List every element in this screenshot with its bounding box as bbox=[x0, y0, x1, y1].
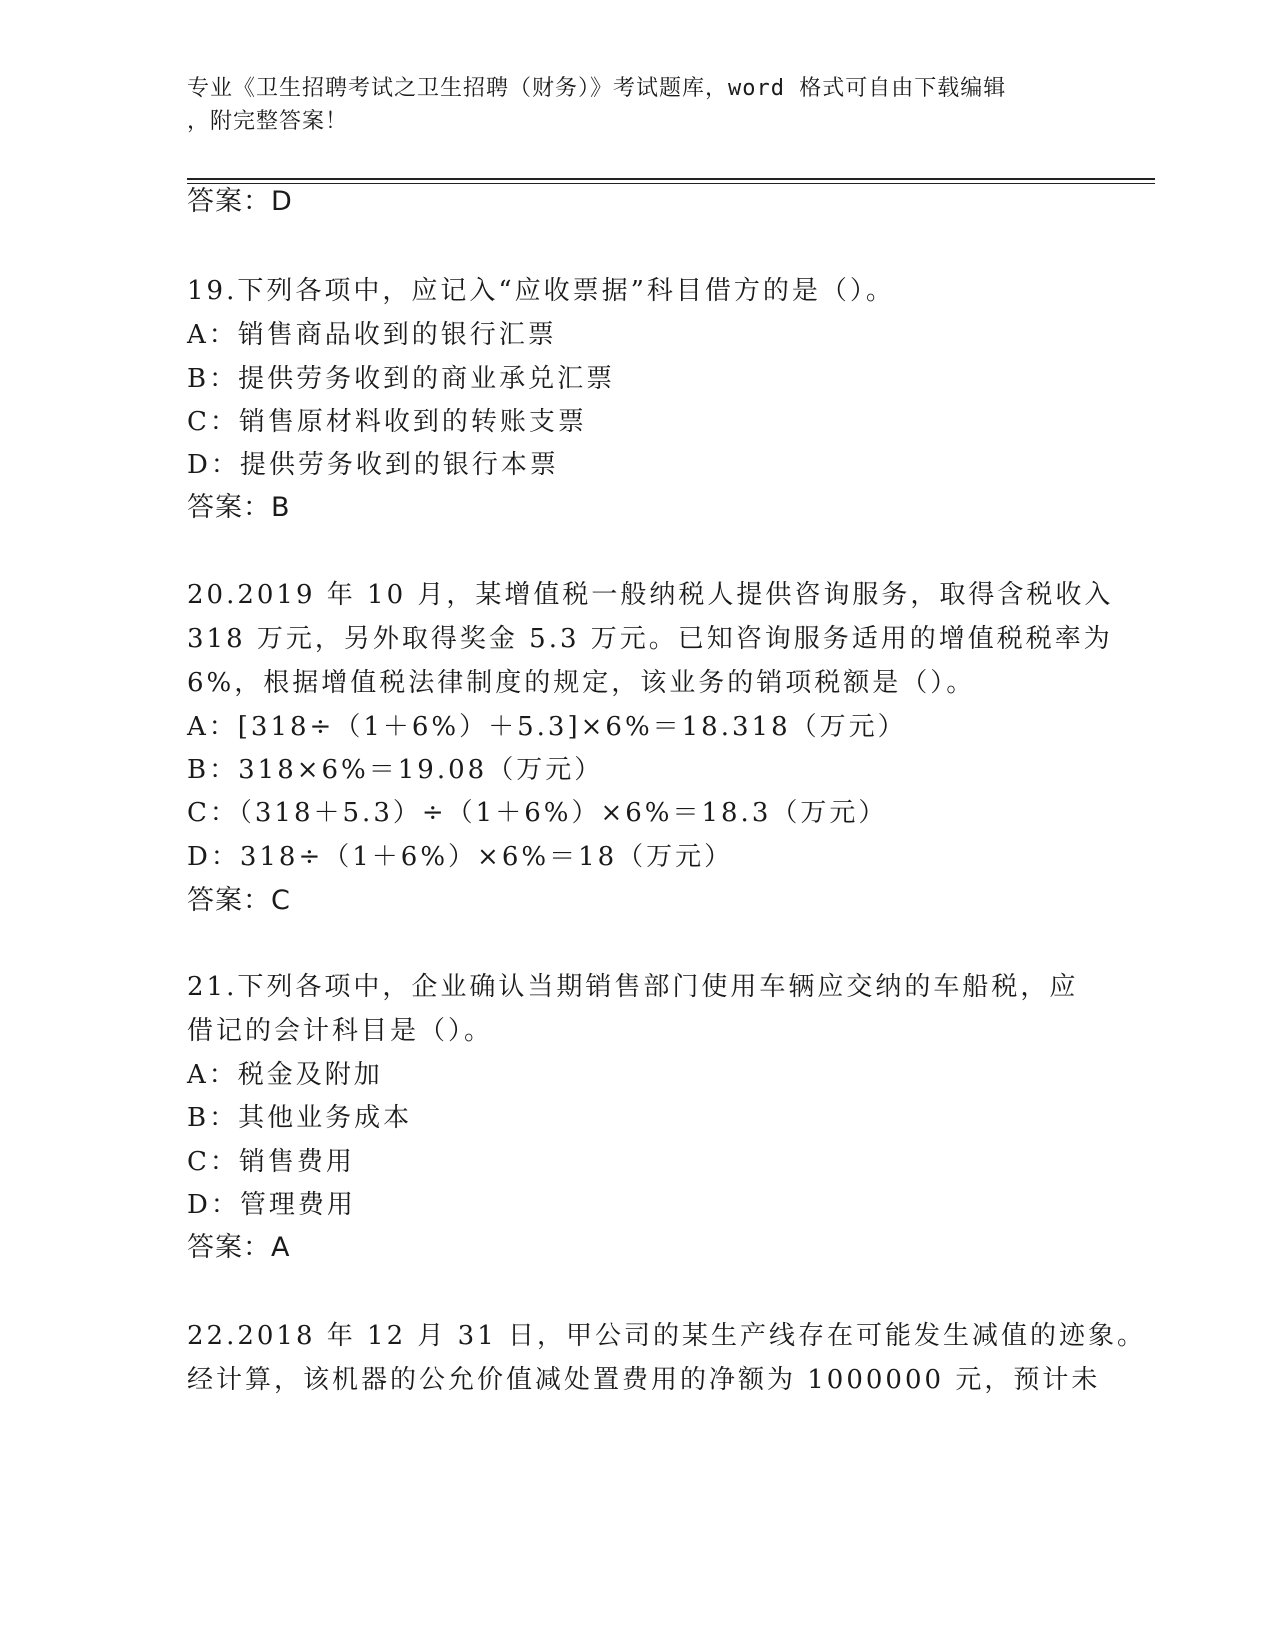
question-19-option-b: B：提供劳务收到的商业承兑汇票 bbox=[187, 364, 616, 394]
question-21-option-c: C：销售费用 bbox=[187, 1147, 355, 1177]
question-21-text-line-2: 借记的会计科目是（）。 bbox=[187, 1016, 494, 1046]
question-22-text-line-1: 22.2018 年 12 月 31 日，甲公司的某生产线存在可能发生减值的迹象。 bbox=[187, 1321, 1147, 1351]
question-20-text-line-1: 20.2019 年 10 月，某增值税一般纳税人提供咨询服务，取得含税收入 bbox=[187, 580, 1114, 610]
question-20-text-line-2: 318 万元，另外取得奖金 5.3 万元。已知咨询服务适用的增值税税率为 bbox=[187, 624, 1113, 654]
answer-line: 答案：D bbox=[187, 186, 293, 217]
document-header bbox=[187, 72, 1087, 138]
question-21-option-d: D：管理费用 bbox=[187, 1190, 356, 1220]
question-20-option-d: D：318÷（1＋6%）×6%＝18（万元） bbox=[187, 842, 734, 872]
question-19-answer: 答案：B bbox=[187, 492, 291, 523]
question-20-answer: 答案：C bbox=[187, 885, 291, 916]
question-19-text: 19.下列各项中，应记入“应收票据”科目借方的是（）。 bbox=[187, 276, 895, 306]
question-22-text-line-2: 经计算，该机器的公允价值减处置费用的净额为 1000000 元，预计未 bbox=[187, 1365, 1101, 1395]
header-line-1: 专业《卫生招聘考试之卫生招聘（财务）》考试题库，word 格式可自由下载编辑 bbox=[187, 76, 1007, 101]
question-21-option-b: B：其他业务成本 bbox=[187, 1103, 413, 1133]
question-21-text-line-1: 21.下列各项中，企业确认当期销售部门使用车辆应交纳的车船税，应 bbox=[187, 972, 1079, 1002]
question-19-option-a: A：销售商品收到的银行汇票 bbox=[187, 320, 557, 350]
header-line-2: ，附完整答案！ bbox=[187, 109, 349, 134]
header-rule-thin bbox=[187, 183, 1155, 184]
header-rule-thick bbox=[187, 178, 1155, 180]
question-21-option-a: A：税金及附加 bbox=[187, 1060, 383, 1090]
question-20-option-a: A：[318÷（1＋6%）＋5.3]×6%＝18.318（万元） bbox=[187, 712, 907, 742]
question-20-option-c: C：（318＋5.3）÷（1＋6%）×6%＝18.3（万元） bbox=[187, 798, 888, 828]
question-21-answer: 答案：A bbox=[187, 1232, 291, 1263]
question-20-option-b: B：318×6%＝19.08（万元） bbox=[187, 755, 604, 785]
question-19-option-c: C：销售原材料收到的转账支票 bbox=[187, 407, 587, 437]
question-20-text-line-3: 6%，根据增值税法律制度的规定，该业务的销项税额是（）。 bbox=[187, 668, 976, 698]
question-19-option-d: D：提供劳务收到的银行本票 bbox=[187, 450, 559, 480]
